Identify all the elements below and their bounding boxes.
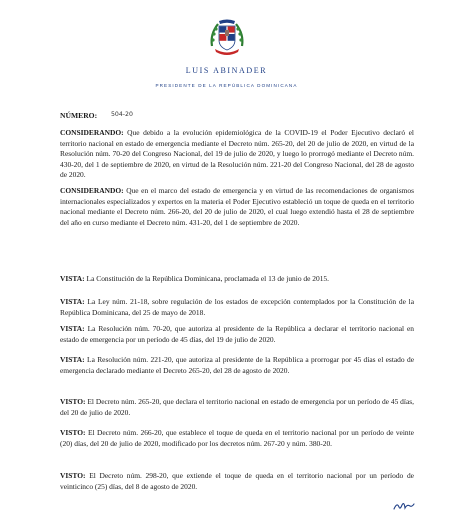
letterhead-name: LUIS ABINADER: [185, 66, 268, 75]
paragraph-text: Que en el marco del estado de emergencia y en virtud de las recomendaciones de organismos internacionales especializados y expertos en la materia el Poder Ejecutivo estableció un toque de queda en el territorio nacional mediante el Decreto núm. 266-20, del 20 de julio de 2020, el cual luego extendió hasta el 28 de septiembre del año en curso mediante el Decreto núm. 431-20, del 1 de septiembre de 2020.: [60, 186, 414, 227]
visto-paragraph-1: [60, 397, 414, 418]
paragraph-label: VISTA:: [60, 297, 85, 306]
paragraph-text: La Resolución núm. 70-20, que autoriza al presidente de la República a declarar el territorio nacional en estado de emergencia por un período de 45 días, del 19 de julio de 2020.: [60, 324, 414, 344]
visto-paragraph-3: [60, 471, 414, 492]
vista-paragraph-4: [60, 355, 414, 376]
decree-number-label: NÚMERO:: [60, 111, 98, 120]
coat-of-arms-icon: [206, 16, 248, 58]
paragraph-text: Que debido a la evolución epidemiológica de la COVID-19 el Poder Ejecutivo declaró el territorio nacional en estado de emergencia mediante el Decreto núm. 265-20, del 20 de julio de 2020, en virtud de la Resolución núm. 70-20 del Congreso Nacional, del 19 de julio de 2020, y luego lo prorrogó mediante el Decreto núm. 430-20, del 1 de septiembre de 2020, en virtud de la Resolución núm. 221-20 del Congreso Nacional, del 28 de agosto de 2020.: [60, 128, 414, 180]
paragraph-label: VISTA:: [60, 324, 85, 333]
paragraph-label: VISTA:: [60, 355, 85, 364]
paragraph-label: VISTO:: [60, 397, 86, 406]
paragraph-text: El Decreto núm. 266-20, que establece el toque de queda en el territorio nacional por un período de veinte (20) días, del 20 de julio de 2020, modificado por los decretos núm. 267-20 y núm. 380-20.: [60, 428, 414, 448]
paragraph-text: El Decreto núm. 298-20, que extiende el toque de queda en el territorio nacional por un período de veinticinco (25) días, del 8 de agosto de 2020.: [60, 471, 414, 491]
paragraph-text: El Decreto núm. 265-20, que declara el territorio nacional en estado de emergencia por un período de 45 días, del 20 de julio de 2020.: [60, 397, 414, 417]
vista-paragraph-1: [60, 274, 414, 285]
paragraph-text: La Ley núm. 21-18, sobre regulación de los estados de excepción contemplados por la Constitución de la República Dominicana, del 25 de mayo de 2018.: [60, 297, 414, 317]
considerando-paragraph-1: [60, 128, 414, 181]
paragraph-label: CONSIDERANDO:: [60, 128, 124, 137]
considerando-paragraph-2: [60, 186, 414, 228]
letterhead-title: PRESIDENTE DE LA REPÚBLICA DOMINICANA: [155, 83, 298, 88]
visto-paragraph-2: [60, 428, 414, 449]
paragraph-label: VISTO:: [60, 471, 86, 480]
paragraph-label: VISTO:: [60, 428, 86, 437]
paragraph-label: VISTA:: [60, 274, 85, 283]
handwritten-initials-icon: [392, 500, 416, 512]
vista-paragraph-2: [60, 297, 414, 318]
vista-paragraph-3: [60, 324, 414, 345]
decree-number-value: 504-20: [111, 111, 133, 118]
paragraph-text: La Resolución núm. 221-20, que autoriza al presidente de la República a prorrogar por 45 días el estado de emergencia declarado mediante el Decreto 265-20, del 28 de agosto de 2020.: [60, 355, 414, 375]
paragraph-label: CONSIDERANDO:: [60, 186, 124, 195]
paragraph-text: La Constitución de la República Dominicana, proclamada el 13 de junio de 2015.: [84, 274, 330, 283]
